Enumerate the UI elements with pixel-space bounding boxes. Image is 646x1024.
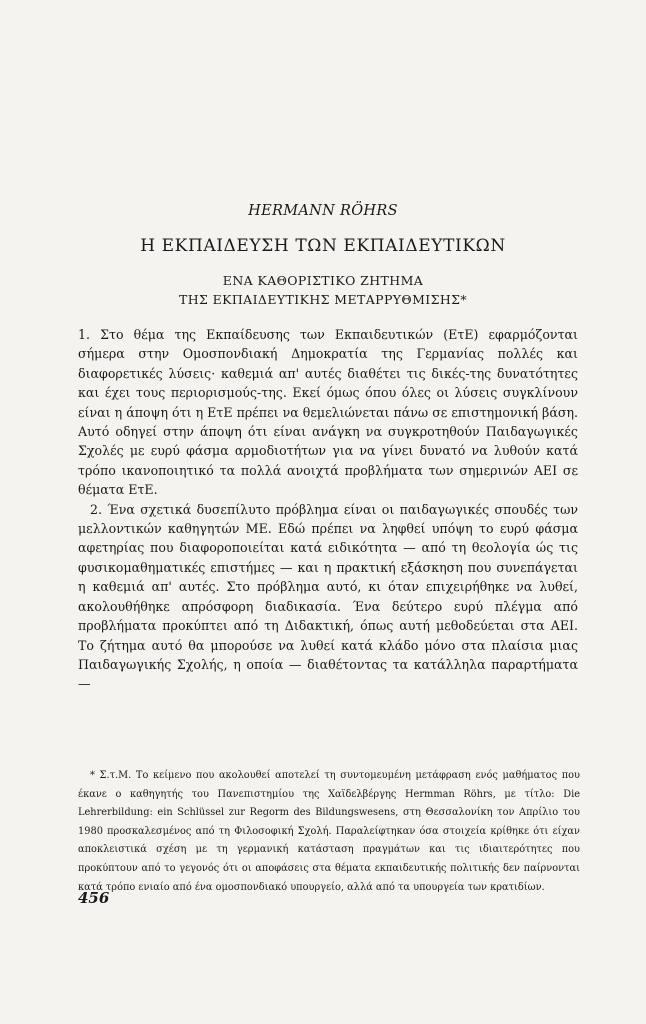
paragraph-2: 2. Ένα σχετικά δυσεπίλυτο πρόβλημα είναι οι παιδαγωγικές σπουδές των μελλοντικών καθηγητών ΜΕ. Εδώ πρέπει να ληφθεί υπόψη το ευρύ φάσμα αφετηρίας που διαφοροποιείται κατά ειδικότητα — από τη θεολογία ώς τις φυσικομαθηματικές επιστήμες — και η πρακτική εξάσκηση που συνεπάγεται η καθεμιά απ' αυτές. Στο πρόβλημα αυτό, κι όταν επιχειρήθηκε να λυθεί, ακολουθήθηκε απρόσφορη διαδικασία. Ένα δεύτερο ευρύ πλέγμα από προβλήματα προκύπτει από τη Διδακτική, όπως αυτή μεθοδεύεται στα ΑΕΙ. Το ζήτημα αυτό θα μπορούσε να λυθεί κατά κλάδο μόνο στα πλαίσια μιας Παιδαγωγικής Σχολής, η οποία — διαθέτοντας τα κατάλληλα παραρτήματα — bbox=[78, 501, 578, 692]
body-text bbox=[78, 325, 578, 694]
paragraph-1: 1. Στο θέμα της Εκπαίδευσης των Εκπαιδευτικών (ΕτΕ) εφαρμόζονται σήμερα στην Ομοσπονδιακή Δημοκρατία της Γερμανίας πολλές και διαφορετικές λύσεις· καθεμιά απ' αυτές διαθέτει τις δικές-της δυνατότητες και έχει τους περιορισμούς-της. Εκεί όμως όπου όλες οι λύσεις συγκλίνουν είναι η άποψη ότι η ΕτΕ πρέπει να θεμελιώνεται πάνω σε επιστημονική βάση. Αυτό οδηγεί στην άποψη ότι είναι ανάγκη να συγκροτηθούν Παιδαγωγικές Σχολές με ευρύ φάσμα αρμοδιοτήτων για να γίνει δυνατό να λυθούν κατά τρόπο ικανοποιητικό τα πολλά ανοιχτά προβλήματα των σημερινών ΑΕΙ σε θέματα ΕτΕ. bbox=[78, 327, 578, 498]
author-name: HERMANN RÖHRS bbox=[248, 203, 398, 219]
footnote-text: * Σ.τ.Μ. Το κείμενο που ακολουθεί αποτελεί τη συντομευμένη μετάφραση ενός μαθήματος που έκανε ο καθηγητής του Πανεπιστημίου της Χαϊδελβέργης Hermman Röhrs, με τίτλο: Die Lehrerbildung: ein Schlüssel zur Regorm des Bildungswesens, στη Θεσσαλονίκη τον Απρίλιο του 1980 προσκαλεσμένος από τη Φιλοσοφική Σχολή. Παραλείφτηκαν όσα στοιχεία κρίθηκε ότι είχαν αποκλειστικά σχέση με τη γερμανική κατάσταση πραγμάτων και τις ιδιαιτερότητες που προκύπτουν από το γεγονός ότι οι αποφάσεις στα θέματα εκπαιδευτικής πολιτικής δεν παίρνονται κατά τρόπο ενιαίο από ένα ομοσπονδιακό υπουργείο, αλλά από τα υπουργεία των κρατιδίων. bbox=[78, 770, 580, 893]
page-number: 456 bbox=[78, 889, 110, 907]
article-title: Η ΕΚΠΑΙΔΕΥΣΗ ΤΩΝ ΕΚΠΑΙΔΕΥΤΙΚΩΝ bbox=[140, 236, 506, 256]
subtitle-line-1: ΕΝΑ ΚΑΘΟΡΙΣΤΙΚΟ ΖΗΤΗΜΑ bbox=[222, 273, 424, 288]
subtitle-line-2: ΤΗΣ ΕΚΠΑΙΔΕΥΤΙΚΗΣ ΜΕΤΑΡΡΥΘΜΙΣΗΣ* bbox=[178, 292, 468, 307]
footnote bbox=[78, 767, 580, 897]
